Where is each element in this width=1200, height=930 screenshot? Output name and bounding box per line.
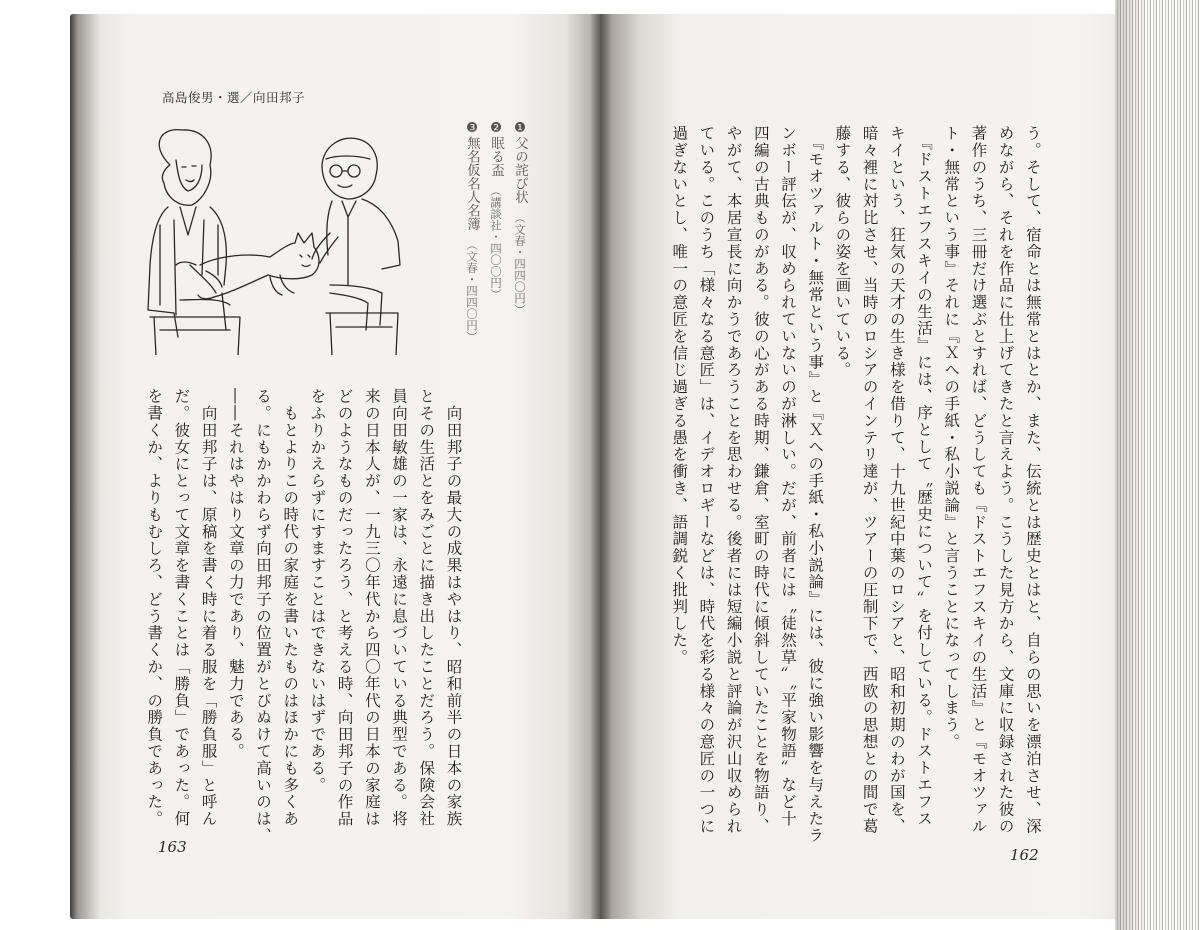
- couple-with-cat-drawing-icon: [130, 125, 440, 355]
- book-list-item: ❶父の詫び状（文春・四四〇円）: [512, 120, 528, 315]
- page-edges: [1115, 0, 1200, 930]
- book-list-item: ❷眠る盃（講談社・四〇〇円）: [488, 120, 504, 300]
- book-list-item: ❸無名仮名人名簿（文春・四四〇円）: [464, 120, 480, 342]
- book-list: [460, 120, 532, 410]
- left-body-text: 向田邦子の最大の成果はやはり、昭和前半の日本の家族 とその生活とをみごとに描き出したことだろう。保険会社 員向田敏雄の一家は、永遠に息づいている典型である。将 来の日本人が、一九三〇年代から四〇年代の日本の家庭は どのようなものだったろう、と考える時、向田邦子の作品 をふりかえらずにすますことはできないはずである。 もとよりこの時代の家庭を書いたものはほかにも多くあ る。にもかかわらず向田邦子の位置がとびぬけて高いのは、 ――それはやはり文章の力であり、魅力である。 向田邦子は、原稿を書く時に着る服を「勝負服」と呼ん だ。彼女にとって文章を書くことは「勝負」であった。何 を書くか、よりもむしろ、どう書くか、の勝負であった。: [145, 388, 463, 845]
- right-body-text: う。そして、宿命とは無常とはとか、また、伝統とは歴史とはと、自らの思いを漂泊させ、深 めながら、それを作品に仕上げてきたと言えよう。こうした見方から、文庫に収録された彼の 著作のうち、三冊だけ選ぶとすれば、どうしても『ドストエフスキイの生活』と『モオツァル ト・無常という事』それに『Ｘへの手紙・私小説論』と言うことになってしまう。 『ドストエフスキイの生活』には、序として〝歴史について〟を付している。ドストエフス キイという、狂気の天才の生き様を借りて、十九世紀中葉のロシアと、昭和初期のわが国を、 暗々裡に対比させ、当時のロシアのインテリ達が、ツアーの圧制下で、西欧の思想との間で葛 藤する、彼らの姿を画いている。 『モオツァルト・無常という事』と『Ｘへの手紙・私小説論』には、彼に強い影響を与えたラ ンボー評伝が、収められていないのが淋しい。だが、前者には〝徒然草〟〝平家物語〟など十 四編の古典ものがある。彼の心がある時期、鎌倉、室町の時代に傾斜していたことを物語り、 やがて、本居宣長に向かうであろうことを思わせる。後者には短編小説と評論が沢山収められ ている。このうち「様々なる意匠」は、イデオロギーなどは、時代を彩る様々の意匠の一つに 過ぎないとし、唯一の意匠を信じ過ぎる愚を衝き、語調鋭く批判した。: [670, 125, 1042, 844]
- book-gutter-shadow: [590, 14, 612, 919]
- page-number-right: 162: [1010, 846, 1039, 864]
- page-number-left: 163: [158, 838, 187, 856]
- page-header: 高島俊男・選／向田邦子: [162, 90, 306, 105]
